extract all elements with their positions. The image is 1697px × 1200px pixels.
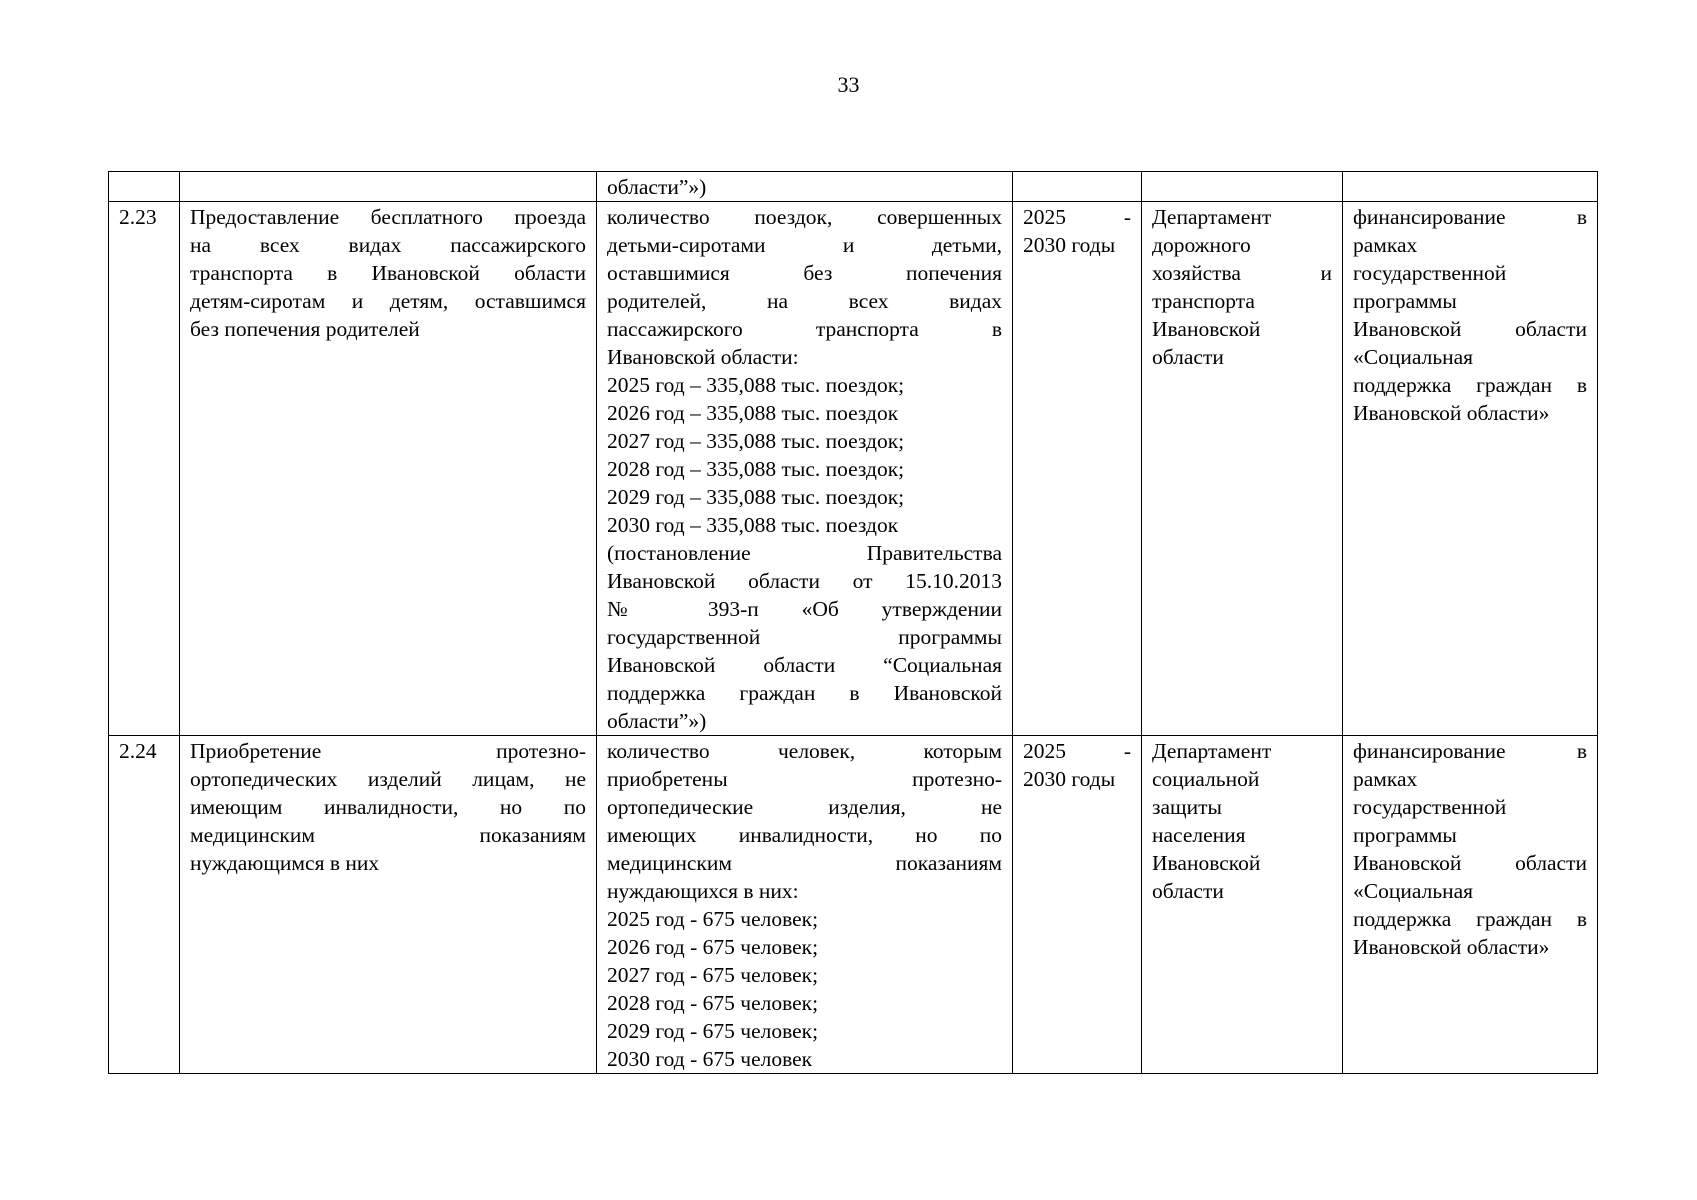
indicator-line: медицинским показаниям: [607, 851, 1002, 875]
row-number: 2.23: [109, 202, 180, 736]
executor-line: области: [1152, 345, 1224, 369]
executor-line: Департамент: [1152, 205, 1272, 229]
funding-line: финансирование в: [1353, 205, 1587, 229]
indicator-value: 2026 год - 675 человек;: [607, 935, 819, 959]
indicator-value: 2028 год – 335,088 тыс. поездок;: [607, 457, 905, 481]
indicator-line: детьми-сиротами и детьми,: [607, 233, 1002, 257]
row-number: 2.24: [109, 736, 180, 1074]
indicator-line: оставшимися без попечения: [607, 261, 1002, 285]
table-row: [109, 202, 1598, 736]
funding-cell: [1343, 736, 1598, 1074]
funding-line: Ивановской области: [1353, 317, 1587, 341]
indicator-line: нуждающихся в них:: [607, 879, 799, 903]
cell-num: [109, 172, 180, 202]
funding-cell: [1343, 202, 1598, 736]
funding-line: «Социальная: [1353, 345, 1474, 369]
period-cell: [1013, 736, 1142, 1074]
indicator-cell: [597, 736, 1013, 1074]
measure-line: Приобретение протезно-: [190, 739, 586, 763]
funding-line: государственной: [1353, 795, 1507, 819]
table-row: [109, 736, 1598, 1074]
funding-line: программы: [1353, 289, 1457, 313]
page-number: 33: [837, 72, 860, 97]
indicator-note-line: области”»): [607, 709, 707, 733]
cell-measure: [180, 172, 597, 202]
indicator-note-line: Ивановской области “Социальная: [607, 653, 1002, 677]
indicator-note-line: № 393-п «Об утверждении: [607, 597, 1002, 621]
measure-line: нуждающимся в них: [190, 851, 380, 875]
measure-line: имеющим инвалидности, но по: [190, 795, 586, 819]
funding-line: поддержка граждан в: [1353, 373, 1587, 397]
indicator-note-line: государственной программы: [607, 625, 1002, 649]
indicator-value: 2027 год - 675 человек;: [607, 963, 819, 987]
indicator-tail: области”»): [607, 175, 707, 199]
cell-executor: [1142, 172, 1343, 202]
indicator-line: пассажирского транспорта в: [607, 317, 1002, 341]
measures-table: [108, 171, 1598, 1074]
funding-line: рамках: [1353, 233, 1418, 257]
funding-line: поддержка граждан в: [1353, 907, 1587, 931]
funding-line: Ивановской области»: [1353, 401, 1550, 425]
cell-indicator: [597, 172, 1013, 202]
measure-line: на всех видах пассажирского: [190, 233, 586, 257]
executor-line: хозяйства и: [1152, 261, 1332, 285]
indicator-value: 2030 год - 675 человек: [607, 1047, 813, 1071]
measure-line: медицинским показаниям: [190, 823, 586, 847]
executor-line: транспорта: [1152, 289, 1255, 313]
period-line: 2030 годы: [1023, 233, 1116, 257]
indicator-value: 2029 год - 675 человек;: [607, 1019, 819, 1043]
indicator-note-line: (постановление Правительства: [607, 541, 1002, 565]
executor-line: Ивановской: [1152, 851, 1261, 875]
measure-line: ортопедических изделий лицам, не: [190, 767, 586, 791]
indicator-value: 2028 год - 675 человек;: [607, 991, 819, 1015]
measure-line: транспорта в Ивановской области: [190, 261, 586, 285]
executor-line: дорожного: [1152, 233, 1251, 257]
indicator-value: 2030 год – 335,088 тыс. поездок: [607, 513, 899, 537]
indicator-value: 2025 год - 675 человек;: [607, 907, 819, 931]
executor-line: Департамент: [1152, 739, 1272, 763]
period-line: 2025 -: [1023, 739, 1131, 763]
executor-cell: [1142, 736, 1343, 1074]
indicator-line: количество поездок, совершенных: [607, 205, 1002, 229]
funding-line: финансирование в: [1353, 739, 1587, 763]
measure-cell: [180, 736, 597, 1074]
indicator-value: 2026 год – 335,088 тыс. поездок: [607, 401, 899, 425]
indicator-line: родителей, на всех видах: [607, 289, 1002, 313]
executor-line: Ивановской: [1152, 317, 1261, 341]
period-line: 2030 годы: [1023, 767, 1116, 791]
indicator-cell: [597, 202, 1013, 736]
measure-line: Предоставление бесплатного проезда: [190, 205, 586, 229]
funding-line: государственной: [1353, 261, 1507, 285]
funding-line: программы: [1353, 823, 1457, 847]
indicator-value: 2029 год – 335,088 тыс. поездок;: [607, 485, 905, 509]
indicator-value: 2025 год – 335,088 тыс. поездок;: [607, 373, 905, 397]
executor-cell: [1142, 202, 1343, 736]
funding-line: Ивановской области: [1353, 851, 1587, 875]
indicator-note-line: поддержка граждан в Ивановской: [607, 681, 1002, 705]
indicator-note-line: Ивановской области от 15.10.2013: [607, 569, 1002, 593]
period-line: 2025 -: [1023, 205, 1131, 229]
table-row-continuation: [109, 172, 1598, 202]
executor-line: социальной: [1152, 767, 1260, 791]
executor-line: защиты: [1152, 795, 1222, 819]
funding-line: «Социальная: [1353, 879, 1474, 903]
executor-line: населения: [1152, 823, 1246, 847]
cell-funding: [1343, 172, 1598, 202]
indicator-line: приобретены протезно-: [607, 767, 1002, 791]
funding-line: Ивановской области»: [1353, 935, 1550, 959]
period-cell: [1013, 202, 1142, 736]
cell-period: [1013, 172, 1142, 202]
measure-line: детям-сиротам и детям, оставшимся: [190, 289, 586, 313]
measure-cell: [180, 202, 597, 736]
indicator-line: имеющих инвалидности, но по: [607, 823, 1002, 847]
measure-line: без попечения родителей: [190, 317, 420, 341]
indicator-line: Ивановской области:: [607, 345, 799, 369]
executor-line: области: [1152, 879, 1224, 903]
indicator-line: количество человек, которым: [607, 739, 1002, 763]
funding-line: рамках: [1353, 767, 1418, 791]
indicator-line: ортопедические изделия, не: [607, 795, 1002, 819]
indicator-value: 2027 год – 335,088 тыс. поездок;: [607, 429, 905, 453]
